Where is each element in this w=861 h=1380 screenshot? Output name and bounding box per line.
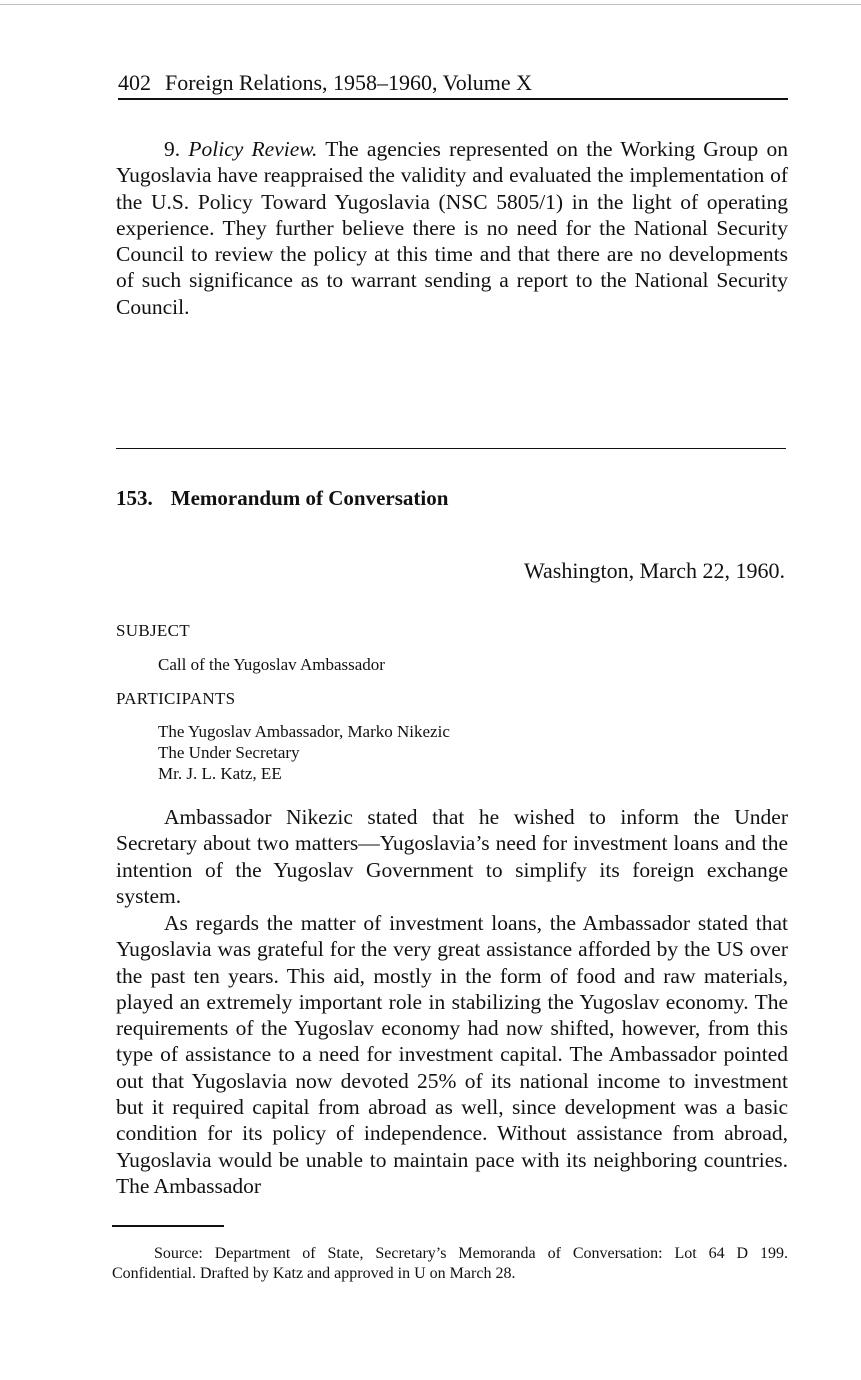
- body-paragraph-2: [116, 910, 788, 1199]
- page-number: 402: [118, 70, 151, 95]
- source-footnote-text: Source: Department of State, Secretary’s Memoranda of Conversation: Lot 64 D 199. Confidential. Drafted by Katz and approved in U on March 28.: [112, 1245, 788, 1282]
- participants-list: [158, 721, 450, 784]
- policy-review-text: The agencies represented on the Working Group on Yugoslavia have reappraised the validity and evaluated the implementation of the U.S. Policy Toward Yugoslavia (NSC 5805/1) in the light of operating experience. They further believe there is no need for the National Security Council to review the policy at this time and that there are no developments of such significance as to warrant sending a report to the National Security Council.: [116, 137, 788, 319]
- body-paragraph-1-text: Ambassador Nikezic stated that he wished to inform the Under Secretary about two matters—Yugoslavia’s need for investment loans and the intention of the Yugoslav Government to simplify its foreign exchange system.: [116, 805, 788, 908]
- footnote-rule: [112, 1225, 224, 1227]
- subject-label: SUBJECT: [116, 621, 190, 640]
- policy-review-number: 9.: [164, 137, 181, 161]
- subject-text: Call of the Yugoslav Ambassador: [158, 655, 385, 674]
- source-footnote: [112, 1244, 788, 1284]
- document-number: 153.: [116, 486, 153, 510]
- body-paragraph-1: [116, 804, 788, 909]
- section-divider: [116, 448, 786, 449]
- policy-review-title: Policy Review.: [188, 137, 318, 161]
- participant-item: The Under Secretary: [158, 743, 300, 762]
- policy-review-paragraph: [116, 136, 788, 320]
- page-top-edge: [0, 4, 861, 5]
- participants-label: PARTICIPANTS: [116, 689, 236, 708]
- participant-item: The Yugoslav Ambassador, Marko Nikezic: [158, 722, 450, 741]
- running-header: [118, 68, 788, 100]
- body-paragraph-2-text: As regards the matter of investment loans, the Ambassador stated that Yugoslavia was grateful for the very great assistance afforded by the US over the past ten years. This aid, mostly in the form of food and raw materials, played an extremely important role in stabilizing the Yugoslav economy. The requirements of the Yugoslav economy had now shifted, however, from this type of assistance to a need for investment capital. The Ambassador pointed out that Yugoslavia now devoted 25% of its national income to investment but it required capital from abroad as well, since development was a basic condition for its policy of independence. Without assistance from abroad, Yugoslavia would be unable to maintain pace with its neighboring countries. The Ambassador: [116, 911, 788, 1198]
- participant-item: Mr. J. L. Katz, EE: [158, 764, 282, 783]
- dateline: Washington, March 22, 1960.: [524, 558, 785, 583]
- running-title: Foreign Relations, 1958–1960, Volume X: [165, 70, 533, 95]
- document-title: Memorandum of Conversation: [170, 486, 449, 510]
- document-heading: [116, 486, 448, 511]
